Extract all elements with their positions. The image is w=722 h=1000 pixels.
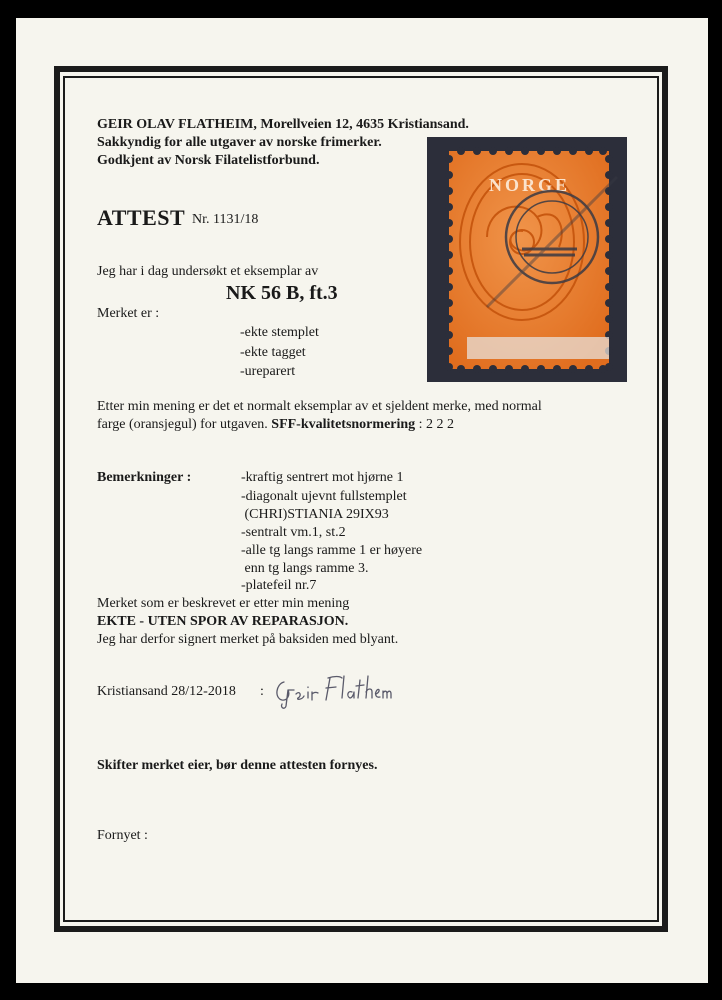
renewed-label: Fornyet : <box>97 828 148 843</box>
quality-value: : 2 2 2 <box>418 417 455 432</box>
remark-item: (CHRI)STIANIA 29IX93 <box>241 507 389 522</box>
remark-item: -alle tg langs ramme 1 er høyere <box>241 543 423 558</box>
remark-item: -platefeil nr.7 <box>241 578 317 593</box>
opinion-text-line1: Etter min mening er det et normalt eksemplar av et sjeldent merke, med normal <box>97 399 542 414</box>
place-date: Kristiansand 28/12-2018 <box>97 684 236 699</box>
remark-item: -kraftig sentrert mot hjørne 1 <box>241 470 404 485</box>
certificate-title: ATTEST <box>97 205 186 230</box>
remark-item: enn tg langs ramme 3. <box>241 561 369 576</box>
property-item: -ekte stemplet <box>240 325 319 340</box>
stamp-country-text: NORGE <box>489 175 571 195</box>
posthorn-stamp-icon <box>427 137 627 382</box>
merket-label: Merket er : <box>97 306 160 321</box>
handwritten-signature <box>270 670 400 710</box>
signature-colon: : <box>260 684 264 699</box>
quality-label: SFF-kvalitetsnormering <box>271 417 416 432</box>
conclusion-line3: Jeg har derfor signert merket på baksiden med blyant. <box>97 632 399 647</box>
renewal-notice: Skifter merket eier, bør denne attesten fornyes. <box>97 758 378 773</box>
conclusion-line1: Merket som er beskrevet er etter min mening <box>97 596 350 611</box>
expert-qualification: Sakkyndig for alle utgaver av norske frimerker. <box>97 135 382 150</box>
conclusion-genuine: EKTE - UTEN SPOR AV REPARASJON. <box>97 614 349 629</box>
remark-item: -sentralt vm.1, st.2 <box>241 525 346 540</box>
opinion-line2-start: farge (oransjegul) for utgaven. <box>97 417 268 432</box>
opinion-text-line2 <box>97 417 454 433</box>
expert-approval: Godkjent av Norsk Filatelistforbund. <box>97 153 320 168</box>
remarks-label: Bemerkninger : <box>97 470 192 485</box>
expert-name-address: GEIR OLAV FLATHEIM, Morellveien 12, 4635 Kristiansand. <box>97 117 469 132</box>
stamp-photo <box>427 137 627 382</box>
remark-item: -diagonalt ujevnt fullstemplet <box>241 489 407 504</box>
property-item: -ureparert <box>240 364 296 379</box>
certificate-number: Nr. 1131/18 <box>192 212 259 227</box>
intro-text: Jeg har i dag undersøkt et eksemplar av <box>97 264 319 279</box>
property-item: -ekte tagget <box>240 345 306 360</box>
stamp-identifier: NK 56 B, ft.3 <box>226 282 338 304</box>
